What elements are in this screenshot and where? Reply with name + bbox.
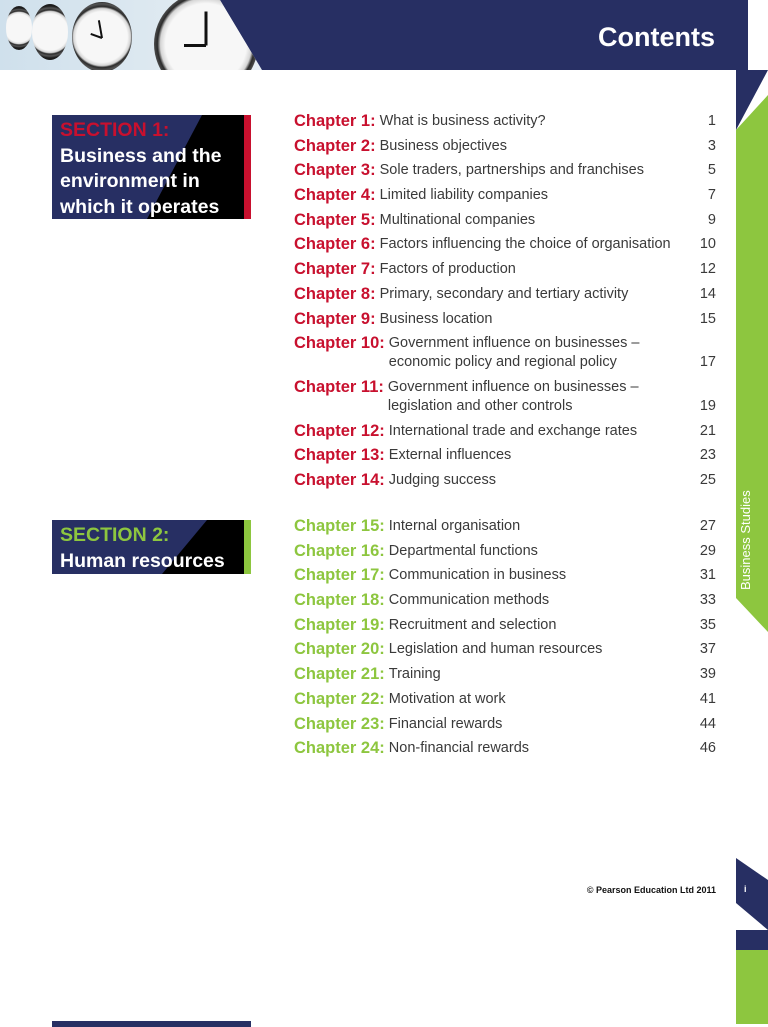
chapter-entry[interactable] [294, 739, 716, 758]
chapter-label: Chapter 18: [294, 591, 385, 610]
chapter-label: Chapter 4: [294, 186, 376, 205]
chapter-title: Multinational companies [379, 211, 536, 228]
chapter-entry[interactable] [294, 112, 716, 131]
chapter-label: Chapter 7: [294, 260, 376, 279]
chapter-page: 27 [699, 518, 716, 534]
chapter-entry[interactable] [294, 137, 716, 156]
chapter-page: 9 [707, 211, 716, 228]
chapter-title: Communication methods [388, 592, 550, 609]
chapter-page: 39 [699, 666, 716, 683]
section-2-heading: SECTION 2: [60, 524, 170, 546]
chapter-title: Limited liability companies [379, 187, 549, 204]
section-2-title-line: Human resources [60, 549, 225, 572]
chapter-page: 37 [699, 641, 716, 658]
chapter-entry[interactable] [294, 422, 716, 441]
chapter-page: 15 [699, 310, 716, 327]
chapter-page: 29 [699, 542, 716, 559]
section-1-title-line: which it operates [60, 195, 220, 218]
chapter-entry[interactable] [294, 260, 716, 279]
chapter-title: Business objectives [379, 137, 507, 154]
clock-image [72, 2, 132, 70]
page-title: Contents [598, 22, 715, 52]
chapter-entry[interactable] [294, 378, 716, 416]
chapter-label: Chapter 1: [294, 112, 376, 130]
side-tab-label [738, 566, 768, 590]
chapter-entry[interactable] [294, 186, 716, 205]
section-2-chapter-list [294, 517, 716, 764]
chapter-entry[interactable] [294, 211, 716, 230]
chapter-page: 25 [699, 471, 716, 488]
chapter-entry[interactable] [294, 591, 716, 610]
chapter-page: 19 [699, 397, 716, 414]
chapter-entry[interactable] [294, 616, 716, 635]
chapter-page: 33 [699, 592, 716, 609]
chapter-entry[interactable] [294, 715, 716, 734]
chapter-page: 5 [707, 162, 716, 179]
chapter-page: 23 [699, 447, 716, 464]
chapter-entry[interactable] [294, 566, 716, 585]
chapter-entry[interactable] [294, 334, 716, 372]
page-number: i [744, 884, 747, 894]
section-1-box [52, 115, 251, 219]
chapter-title: Sole traders, partnerships and franchises [379, 162, 644, 179]
next-page-section-box [52, 1021, 251, 1027]
chapter-entry[interactable] [294, 690, 716, 709]
chapter-title: Financial rewards [388, 715, 503, 732]
clock-image [32, 4, 68, 60]
chapter-title: Communication in business [388, 567, 567, 584]
chapter-title: Recruitment and selection [388, 616, 557, 633]
chapter-title: Factors of production [379, 261, 516, 278]
chapter-page: 17 [699, 354, 716, 371]
chapter-label: Chapter 8: [294, 284, 376, 303]
chapter-label: Chapter 6: [294, 235, 376, 254]
section-1-chapter-list [294, 112, 716, 496]
chapter-entry[interactable] [294, 517, 716, 536]
section-1-heading: SECTION 1: [60, 119, 170, 141]
chapter-label: Chapter 22: [294, 689, 385, 708]
chapter-entry[interactable] [294, 542, 716, 561]
chapter-title: Business location [379, 310, 493, 327]
chapter-entry[interactable] [294, 640, 716, 659]
chapter-page: 7 [707, 187, 716, 204]
chapter-title: Internal organisation [388, 518, 521, 534]
chapter-label: Chapter 9: [294, 309, 376, 328]
chapter-title: Legislation and human resources [388, 641, 603, 658]
chapter-page: 46 [699, 740, 716, 757]
chapter-page: 31 [699, 567, 716, 584]
section-1-title-line: Business and the [60, 144, 222, 167]
chapter-page: 35 [699, 616, 716, 633]
section-1-title-line: environment in [60, 170, 200, 192]
chapter-page: 10 [699, 236, 716, 253]
chapter-title: Judging success [388, 471, 496, 488]
chapter-label: Chapter 12: [294, 421, 385, 440]
chapter-entry[interactable] [294, 235, 716, 254]
page-number-tab [736, 858, 768, 930]
chapter-entry[interactable] [294, 665, 716, 684]
chapter-label: Chapter 24: [294, 739, 385, 758]
chapter-page: 14 [699, 285, 716, 302]
chapter-page: 1 [707, 113, 716, 129]
chapter-title: Training [388, 666, 441, 683]
chapter-title: What is business activity? [379, 113, 546, 129]
chapter-label: Chapter 23: [294, 714, 385, 733]
chapter-title: Government influence on businesses – economic policy and regional policy [388, 335, 640, 371]
chapter-entry[interactable] [294, 471, 716, 490]
chapter-label: Chapter 21: [294, 665, 385, 684]
copyright-notice: © Pearson Education Ltd 2011 [586, 885, 716, 895]
chapter-label: Chapter 14: [294, 470, 385, 489]
chapter-label: Chapter 10: [294, 334, 385, 353]
chapter-title: Motivation at work [388, 690, 506, 707]
chapter-page: 41 [699, 690, 716, 707]
chapter-label: Chapter 15: [294, 517, 385, 535]
chapter-label: Chapter 2: [294, 136, 376, 155]
section-2-box [52, 520, 251, 574]
chapter-page: 3 [707, 137, 716, 154]
chapter-entry[interactable] [294, 310, 716, 329]
chapter-page: 44 [699, 715, 716, 732]
chapter-title: Departmental functions [388, 542, 538, 559]
chapter-title: International trade and exchange rates [388, 422, 638, 439]
chapter-entry[interactable] [294, 161, 716, 180]
chapter-title: Factors influencing the choice of organisation [379, 236, 671, 253]
chapter-label: Chapter 19: [294, 615, 385, 634]
chapter-label: Chapter 17: [294, 566, 385, 585]
chapter-title: Primary, secondary and tertiary activity [379, 285, 629, 302]
chapter-label: Chapter 11: [294, 377, 384, 396]
chapter-label: Chapter 13: [294, 446, 385, 465]
chapter-label: Chapter 5: [294, 210, 376, 229]
chapter-title: Non-financial rewards [388, 740, 530, 757]
chapter-page: 21 [699, 422, 716, 439]
chapter-label: Chapter 20: [294, 640, 385, 659]
chapter-title: External influences [388, 447, 512, 464]
chapter-title: Government influence on businesses – legislation and other controls [387, 378, 639, 414]
chapter-entry[interactable] [294, 446, 716, 465]
chapter-label: Chapter 16: [294, 541, 385, 560]
chapter-entry[interactable] [294, 285, 716, 304]
chapter-page: 12 [699, 261, 716, 278]
chapter-label: Chapter 3: [294, 161, 376, 180]
clock-image [6, 6, 32, 50]
